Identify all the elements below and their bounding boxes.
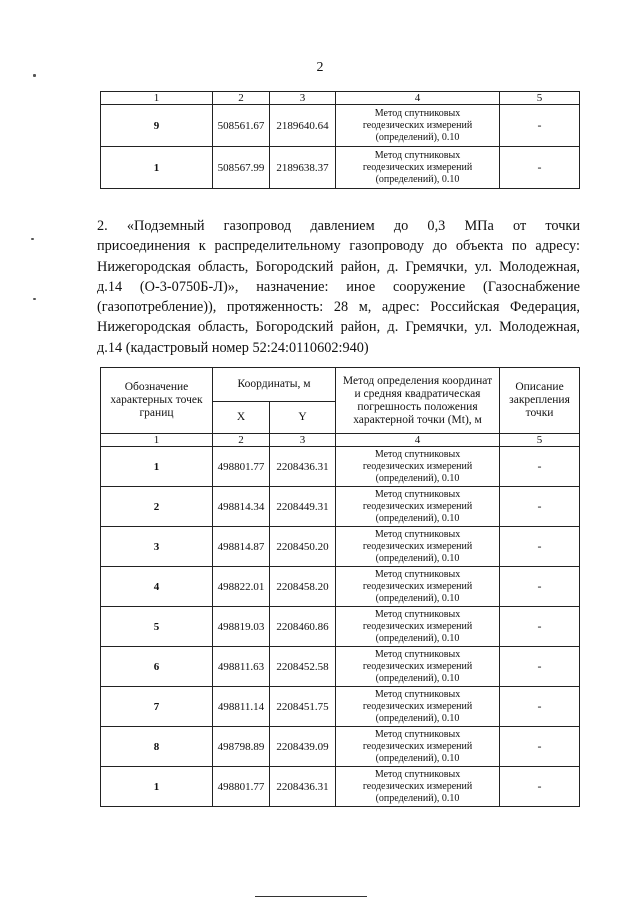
- marking-description: -: [500, 147, 580, 189]
- x-coordinate: 498801.77: [213, 447, 270, 487]
- table-row: [101, 527, 580, 567]
- x-coordinate: 498811.14: [213, 687, 270, 727]
- column-number: 3: [270, 92, 336, 105]
- marking-description: -: [500, 647, 580, 687]
- method-line: геодезических измерений: [362, 119, 473, 131]
- y-coordinate: 2208451.75: [270, 687, 336, 727]
- method-line: Метод спутниковых: [374, 688, 461, 700]
- method-line: (определений), 0.10: [375, 512, 460, 524]
- y-coordinate: 2208449.31: [270, 487, 336, 527]
- method-cell: [336, 527, 500, 567]
- method-cell: [336, 727, 500, 767]
- column-number: 5: [500, 92, 580, 105]
- point-number: 3: [101, 527, 213, 567]
- table-row: [101, 767, 580, 807]
- table-header-row: [101, 368, 580, 402]
- method-cell: [336, 567, 500, 607]
- description-header: [500, 368, 580, 434]
- marking-description: -: [500, 105, 580, 147]
- point-number: 1: [101, 767, 213, 807]
- x-coordinate: 498798.89: [213, 727, 270, 767]
- paragraph-line: 2. «Подземный газопровод давлением до 0,3 МПа от точки: [97, 218, 580, 234]
- point-number: 1: [101, 147, 213, 189]
- method-cell: [336, 105, 500, 147]
- method-line: геодезических измерений: [362, 161, 473, 173]
- point-number: 9: [101, 105, 213, 147]
- method-line: геодезических измерений: [362, 460, 473, 472]
- method-line: Метод спутниковых: [374, 149, 461, 161]
- method-cell: [336, 767, 500, 807]
- y-coordinate: 2208450.20: [270, 527, 336, 567]
- scan-mark: [31, 238, 34, 240]
- y-coordinate: 2208439.09: [270, 727, 336, 767]
- header-line: Описание: [515, 381, 564, 393]
- marking-description: -: [500, 447, 580, 487]
- method-line: Метод спутниковых: [374, 648, 461, 660]
- coordinates-table-continued: [100, 91, 580, 189]
- method-line: геодезических измерений: [362, 620, 473, 632]
- method-line: (определений), 0.10: [375, 173, 460, 185]
- method-line: Метод спутниковых: [374, 608, 461, 620]
- method-line: (определений), 0.10: [375, 752, 460, 764]
- point-number: 2: [101, 487, 213, 527]
- paragraph-line: д.14 (кадастровый номер 52:24:0110602:940): [97, 339, 369, 356]
- method-cell: [336, 687, 500, 727]
- method-line: геодезических измерений: [362, 580, 473, 592]
- table-row: [101, 567, 580, 607]
- method-line: геодезических измерений: [362, 540, 473, 552]
- y-coordinate: 2189640.64: [270, 105, 336, 147]
- header-line: Обозначение: [124, 381, 189, 393]
- x-coordinate: 498801.77: [213, 767, 270, 807]
- method-line: Метод спутниковых: [374, 528, 461, 540]
- x-header: X: [213, 402, 270, 434]
- method-cell: [336, 147, 500, 189]
- column-number: 1: [101, 434, 213, 447]
- method-line: Метод спутниковых: [374, 488, 461, 500]
- method-line: геодезических измерений: [362, 740, 473, 752]
- column-number-row: [101, 92, 580, 105]
- x-coordinate: 508567.99: [213, 147, 270, 189]
- table-row: [101, 105, 580, 147]
- header-line: границ: [139, 407, 174, 419]
- method-line: геодезических измерений: [362, 500, 473, 512]
- method-line: (определений), 0.10: [375, 672, 460, 684]
- column-number: 4: [336, 434, 500, 447]
- footer-divider: [255, 896, 367, 897]
- method-cell: [336, 647, 500, 687]
- method-line: (определений), 0.10: [375, 712, 460, 724]
- table-row: [101, 607, 580, 647]
- marking-description: -: [500, 607, 580, 647]
- column-number: 5: [500, 434, 580, 447]
- y-header: Y: [270, 402, 336, 434]
- column-number: 1: [101, 92, 213, 105]
- marking-description: -: [500, 767, 580, 807]
- x-coordinate: 498814.87: [213, 527, 270, 567]
- column-number: 2: [213, 434, 270, 447]
- method-cell: [336, 607, 500, 647]
- header-line: характерной точки (Mt), м: [353, 413, 482, 426]
- table-row: [101, 147, 580, 189]
- marking-description: -: [500, 687, 580, 727]
- header-line: Метод определения координат: [342, 374, 493, 387]
- paragraph-line: Нижегородская область, Богородский район, д. Гремячки, ул. Молодежная,: [97, 319, 580, 336]
- object-description-paragraph: [97, 216, 580, 358]
- method-line: (определений), 0.10: [375, 552, 460, 564]
- scan-mark: [33, 298, 36, 300]
- header-line: закрепления: [509, 394, 570, 406]
- point-number: 6: [101, 647, 213, 687]
- paragraph-line: Нижегородская область, Богородский район, д. Гремячки, ул. Молодежная,: [97, 258, 580, 275]
- column-number: 2: [213, 92, 270, 105]
- paragraph-line: (газопотребление)), протяженность: 28 м, адрес: Российская Федерация,: [97, 299, 580, 316]
- method-line: Метод спутниковых: [374, 107, 461, 119]
- point-number: 8: [101, 727, 213, 767]
- method-line: Метод спутниковых: [374, 728, 461, 740]
- method-line: Метод спутниковых: [374, 768, 461, 780]
- designation-header: [101, 368, 213, 434]
- method-cell: [336, 487, 500, 527]
- table-row: [101, 487, 580, 527]
- method-line: (определений), 0.10: [375, 792, 460, 804]
- x-coordinate: 508561.67: [213, 105, 270, 147]
- point-number: 5: [101, 607, 213, 647]
- marking-description: -: [500, 567, 580, 607]
- table-row: [101, 647, 580, 687]
- marking-description: -: [500, 527, 580, 567]
- point-number: 4: [101, 567, 213, 607]
- y-coordinate: 2208460.86: [270, 607, 336, 647]
- method-line: геодезических измерений: [362, 660, 473, 672]
- coordinates-header: Координаты, м: [213, 368, 336, 402]
- x-coordinate: 498822.01: [213, 567, 270, 607]
- method-header: [336, 368, 500, 434]
- point-number: 7: [101, 687, 213, 727]
- table-row: [101, 447, 580, 487]
- method-line: Метод спутниковых: [374, 448, 461, 460]
- y-coordinate: 2208436.31: [270, 447, 336, 487]
- x-coordinate: 498819.03: [213, 607, 270, 647]
- column-number: 4: [336, 92, 500, 105]
- method-line: геодезических измерений: [362, 700, 473, 712]
- x-coordinate: 498811.63: [213, 647, 270, 687]
- table-row: [101, 687, 580, 727]
- x-coordinate: 498814.34: [213, 487, 270, 527]
- header-line: погрешность положения: [357, 400, 478, 413]
- y-coordinate: 2208458.20: [270, 567, 336, 607]
- method-line: геодезических измерений: [362, 780, 473, 792]
- method-line: (определений), 0.10: [375, 632, 460, 644]
- y-coordinate: 2189638.37: [270, 147, 336, 189]
- method-line: (определений), 0.10: [375, 592, 460, 604]
- header-line: и средняя квадратическая: [354, 387, 481, 400]
- marking-description: -: [500, 727, 580, 767]
- marking-description: -: [500, 487, 580, 527]
- header-line: точки: [525, 407, 554, 419]
- point-number: 1: [101, 447, 213, 487]
- coordinates-table: [100, 367, 580, 807]
- column-number: 3: [270, 434, 336, 447]
- y-coordinate: 2208436.31: [270, 767, 336, 807]
- y-coordinate: 2208452.58: [270, 647, 336, 687]
- page-number: 2: [316, 60, 324, 75]
- method-cell: [336, 447, 500, 487]
- header-line: характерных точек: [110, 394, 203, 406]
- method-line: (определений), 0.10: [375, 472, 460, 484]
- method-line: Метод спутниковых: [374, 568, 461, 580]
- method-line: (определений), 0.10: [375, 131, 460, 143]
- scan-mark: [33, 74, 36, 77]
- paragraph-line: д.14 (О-3-0750Б-Л)», назначение: иное сооружение (Газоснабжение: [97, 278, 580, 295]
- column-number-row: [101, 434, 580, 447]
- paragraph-line: присоединения к распределительному газопроводу до объекта по адресу:: [97, 238, 580, 255]
- table-row: [101, 727, 580, 767]
